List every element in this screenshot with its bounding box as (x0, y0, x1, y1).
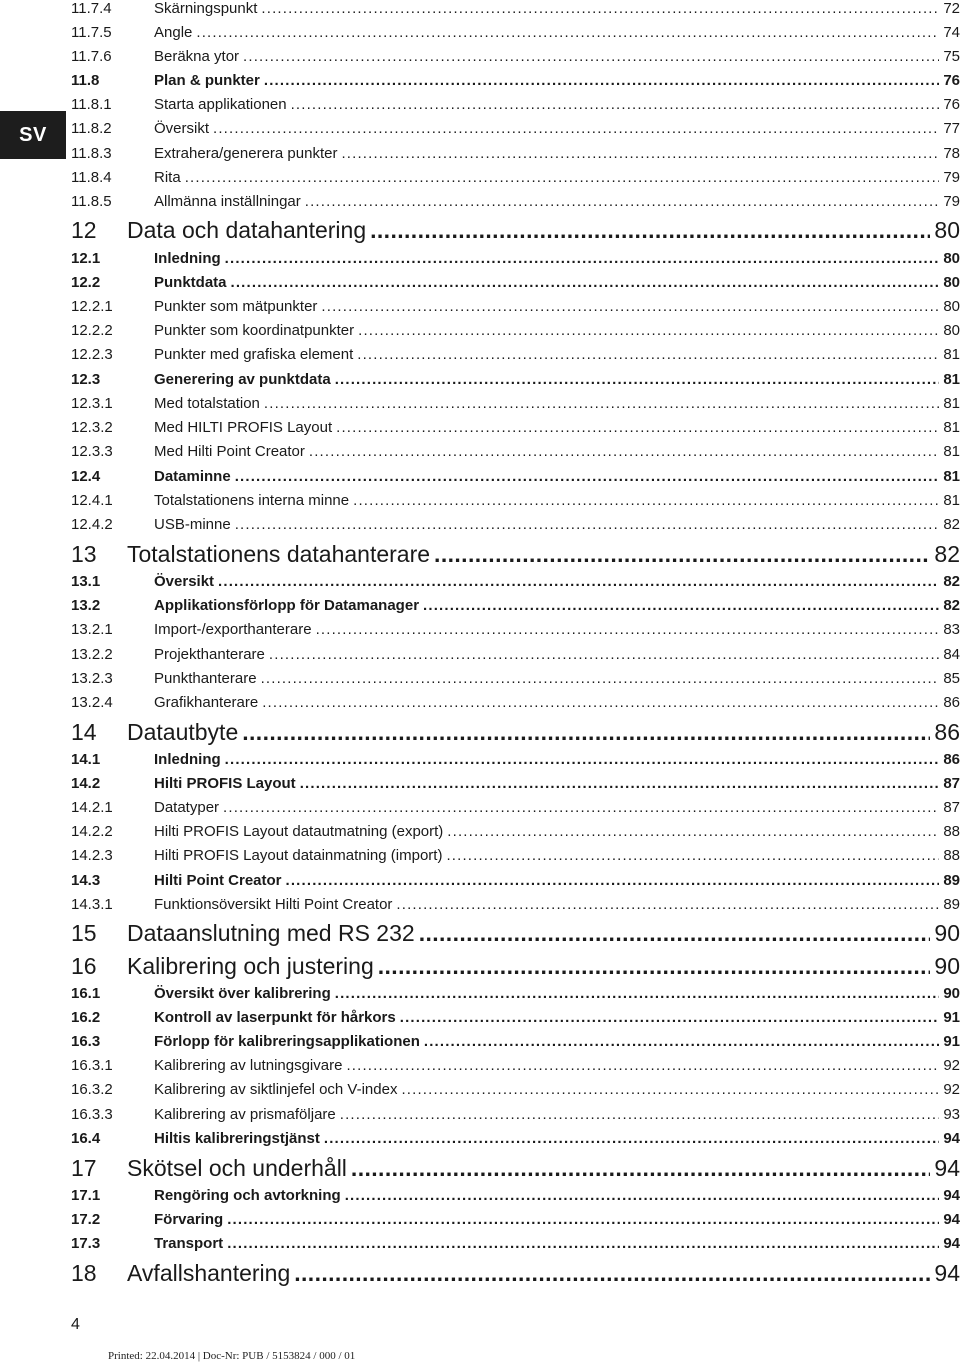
toc-entry-number: 17.3 (71, 1235, 101, 1252)
toc-entry-page: 94 (943, 1211, 960, 1228)
toc-entry-page: 80 (943, 274, 960, 291)
toc-entry-number: 12.2.3 (71, 346, 113, 363)
toc-entry-title: Projekthanterare (154, 646, 265, 663)
dot-leader (309, 443, 939, 460)
toc-entry-title: Totalstationens datahanterare (127, 541, 431, 567)
dot-leader (185, 169, 940, 186)
toc-entry-page: 81 (943, 419, 960, 436)
dot-leader (225, 751, 940, 768)
toc-entry[interactable] (71, 322, 960, 344)
dot-leader (401, 1081, 939, 1098)
toc-entry[interactable] (71, 1155, 960, 1185)
dot-leader (396, 896, 939, 913)
toc-entry-page: 87 (943, 799, 960, 816)
toc-entry[interactable] (71, 96, 960, 118)
dot-leader (196, 24, 939, 41)
toc-entry-title: Punkter som koordinatpunkter (154, 322, 355, 339)
dot-leader (269, 646, 939, 663)
toc-entry-title: Kalibrering av prismaföljare (154, 1106, 336, 1123)
toc-entry-title: Allmänna inställningar (154, 193, 301, 210)
toc-entry[interactable] (71, 371, 960, 393)
dot-leader (218, 573, 939, 590)
toc-entry-page: 81 (943, 346, 960, 363)
toc-entry[interactable] (71, 847, 960, 869)
toc-entry-number: 14 (71, 719, 97, 745)
dot-leader (227, 1235, 939, 1252)
dot-leader (335, 985, 940, 1002)
toc-entry-number: 13.2.2 (71, 646, 113, 663)
toc-entry-title: Kalibrering och justering (127, 953, 374, 979)
toc-entry[interactable] (71, 274, 960, 296)
toc-entry-title: Rita (154, 169, 181, 186)
toc-entry[interactable] (71, 1106, 960, 1128)
toc-entry-number: 12.3.3 (71, 443, 113, 460)
toc-entry[interactable] (71, 872, 960, 894)
toc-entry[interactable] (71, 72, 960, 94)
toc-entry-page: 90 (943, 985, 960, 1002)
toc-entry-page: 88 (943, 847, 960, 864)
toc-entry-title: Kontroll av laserpunkt för hårkors (154, 1009, 396, 1026)
toc-entry-title: Beräkna ytor (154, 48, 240, 65)
toc-entry-number: 13 (71, 541, 97, 567)
toc-entry[interactable] (71, 1081, 960, 1103)
dot-leader (305, 193, 940, 210)
toc-entry-page: 80 (943, 250, 960, 267)
toc-entry[interactable] (71, 419, 960, 441)
toc-entry-number: 16.3.3 (71, 1106, 113, 1123)
toc-entry-page: 92 (943, 1057, 960, 1074)
toc-entry-title: Inledning (154, 250, 221, 267)
toc-entry-page: 80 (943, 322, 960, 339)
toc-entry-page: 94 (934, 1155, 960, 1181)
dot-leader (316, 621, 940, 638)
toc-entry[interactable] (71, 823, 960, 845)
toc-entry[interactable] (71, 120, 960, 142)
toc-entry-page: 76 (943, 96, 960, 113)
toc-entry-title: Hilti PROFIS Layout (154, 775, 296, 792)
toc-entry-page: 81 (943, 395, 960, 412)
dot-leader (321, 298, 939, 315)
toc-entry-title: Skärningspunkt (154, 0, 258, 17)
toc-entry-number: 12.2.1 (71, 298, 113, 315)
dot-leader (447, 823, 939, 840)
toc-entry[interactable] (71, 1130, 960, 1152)
language-tab: SV (0, 111, 66, 159)
dot-leader (243, 48, 939, 65)
toc-entry-title: Avfallshantering (127, 1260, 291, 1286)
dot-leader (336, 419, 939, 436)
toc-entry-number: 17 (71, 1155, 97, 1181)
toc-entry[interactable] (71, 799, 960, 821)
toc-entry-title: Punkter som mätpunkter (154, 298, 318, 315)
dot-leader (424, 1033, 939, 1050)
toc-entry-number: 13.1 (71, 573, 101, 590)
dot-leader (357, 346, 939, 363)
toc-entry-number: 16.2 (71, 1009, 101, 1026)
toc-entry-page: 81 (943, 443, 960, 460)
toc-entry-title: Extrahera/generera punkter (154, 145, 338, 162)
toc-entry[interactable] (71, 492, 960, 514)
toc-entry-title: Rengöring och avtorkning (154, 1187, 341, 1204)
toc-entry-number: 12.3 (71, 371, 101, 388)
dot-leader (264, 72, 939, 89)
toc-entry[interactable] (71, 48, 960, 70)
toc-entry-number: 12.4.1 (71, 492, 113, 509)
page-number: 4 (71, 1316, 80, 1333)
toc-entry[interactable] (71, 24, 960, 46)
toc-entry-page: 81 (943, 468, 960, 485)
toc-entry-page: 94 (934, 1260, 960, 1286)
toc-entry-number: 16 (71, 953, 97, 979)
toc-entry-title: Datatyper (154, 799, 220, 816)
toc-entry[interactable] (71, 217, 960, 247)
toc-entry-number: 14.2 (71, 775, 101, 792)
dot-leader (419, 920, 931, 947)
toc-entry-title: Med totalstation (154, 395, 260, 412)
toc-entry[interactable] (71, 0, 960, 22)
toc-entry[interactable] (71, 985, 960, 1007)
toc-entry-title: Förvaring (154, 1211, 224, 1228)
dot-leader (286, 872, 940, 889)
dot-leader (358, 322, 939, 339)
dot-leader (335, 371, 940, 388)
toc-entry-page: 89 (943, 872, 960, 889)
toc-entry-page: 74 (943, 24, 960, 41)
dot-leader (434, 541, 930, 568)
dot-leader (300, 775, 940, 792)
dot-leader (324, 1130, 939, 1147)
toc-entry-title: Förlopp för kalibreringsapplikationen (154, 1033, 420, 1050)
dot-leader (446, 847, 939, 864)
toc-entry-page: 88 (943, 823, 960, 840)
toc-entry-title: Hilti PROFIS Layout datautmatning (export) (154, 823, 444, 840)
dot-leader (370, 217, 930, 244)
toc-entry[interactable] (71, 1187, 960, 1209)
dot-leader (261, 0, 939, 17)
toc-entry-number: 11.8.2 (71, 120, 112, 137)
toc-entry-page: 87 (943, 775, 960, 792)
toc-entry[interactable] (71, 719, 960, 749)
toc-entry-page: 85 (943, 670, 960, 687)
toc-entry[interactable] (71, 670, 960, 692)
dot-leader (264, 395, 939, 412)
toc-entry-number: 11.8.4 (71, 169, 112, 186)
toc-entry-page: 77 (943, 120, 960, 137)
toc-entry-page: 82 (934, 541, 960, 567)
toc-entry[interactable] (71, 1009, 960, 1031)
toc-entry-page: 76 (943, 72, 960, 89)
toc-entry-page: 84 (943, 646, 960, 663)
dot-leader (235, 516, 940, 533)
toc-entry-title: Angle (154, 24, 193, 41)
toc-entry-number: 11.8.5 (71, 193, 112, 210)
dot-leader (423, 597, 939, 614)
toc-entry-page: 72 (943, 0, 960, 17)
toc-entry-title: USB-minne (154, 516, 231, 533)
toc-entry-page: 82 (943, 597, 960, 614)
dot-leader (351, 1155, 930, 1182)
toc-entry-page: 82 (943, 516, 960, 533)
toc-entry-title: Inledning (154, 751, 221, 768)
dot-leader (225, 250, 940, 267)
toc-entry-number: 11.7.6 (71, 48, 112, 65)
dot-leader (400, 1009, 940, 1026)
toc-entry[interactable] (71, 145, 960, 167)
toc-entry-page: 81 (943, 492, 960, 509)
dot-leader (242, 719, 930, 746)
toc-entry-page: 89 (943, 896, 960, 913)
toc-entry-title: Dataanslutning med RS 232 (127, 920, 415, 946)
toc-entry-title: Hiltis kalibreringstjänst (154, 1130, 320, 1147)
toc-entry[interactable] (71, 395, 960, 417)
toc-entry-number: 18 (71, 1260, 97, 1286)
toc-entry-title: Totalstationens interna minne (154, 492, 350, 509)
toc-entry[interactable] (71, 1235, 960, 1257)
toc-entry[interactable] (71, 896, 960, 918)
toc-entry-number: 11.7.5 (71, 24, 112, 41)
toc-entry-number: 11.8.3 (71, 145, 112, 162)
toc-entry[interactable] (71, 920, 960, 950)
toc-entry-page: 92 (943, 1081, 960, 1098)
dot-leader (291, 96, 940, 113)
dot-leader (345, 1187, 940, 1204)
toc-entry-number: 17.1 (71, 1187, 101, 1204)
toc-entry-page: 79 (943, 193, 960, 210)
toc-entry-page: 94 (943, 1130, 960, 1147)
toc-entry-title: Applikationsförlopp för Datamanager (154, 597, 420, 614)
toc-entry[interactable] (71, 953, 960, 983)
toc-entry-number: 11.8 (71, 72, 100, 89)
dot-leader (231, 274, 940, 291)
toc-entry[interactable] (71, 346, 960, 368)
toc-entry-number: 15 (71, 920, 97, 946)
toc-entry-title: Data och datahantering (127, 217, 367, 243)
toc-entry-page: 90 (934, 920, 960, 946)
toc-entry-page: 86 (943, 694, 960, 711)
toc-entry-title: Med HILTI PROFIS Layout (154, 419, 333, 436)
print-footer: Printed: 22.04.2014 | Doc-Nr: PUB / 5153824 / 000 / 01 (108, 1350, 356, 1362)
dot-leader (227, 1211, 939, 1228)
toc-entry-number: 16.1 (71, 985, 101, 1002)
dot-leader (378, 953, 931, 980)
toc-entry-number: 14.3 (71, 872, 101, 889)
toc-entry-page: 86 (943, 751, 960, 768)
toc-entry-title: Grafikhanterare (154, 694, 259, 711)
dot-leader (261, 670, 940, 687)
toc-entry[interactable] (71, 443, 960, 465)
toc-entry-title: Hilti Point Creator (154, 872, 282, 889)
toc-entry-title: Skötsel och underhåll (127, 1155, 347, 1181)
toc-entry-number: 12.4.2 (71, 516, 113, 533)
toc-entry-title: Hilti PROFIS Layout datainmatning (import) (154, 847, 443, 864)
toc-entry-page: 79 (943, 169, 960, 186)
toc-entry-page: 80 (934, 217, 960, 243)
dot-leader (340, 1106, 940, 1123)
toc-entry-page: 83 (943, 621, 960, 638)
toc-entry-title: Punkthanterare (154, 670, 257, 687)
toc-entry-title: Kalibrering av siktlinjefel och V-index (154, 1081, 398, 1098)
toc-entry-title: Generering av punktdata (154, 371, 331, 388)
toc-entry[interactable] (71, 193, 960, 215)
toc-entry-number: 12.4 (71, 468, 101, 485)
toc-entry-number: 13.2.1 (71, 621, 113, 638)
toc-entry-number: 16.3.2 (71, 1081, 113, 1098)
dot-leader (353, 492, 939, 509)
toc-entry-number: 12.2 (71, 274, 101, 291)
toc-entry-page: 91 (943, 1033, 960, 1050)
toc-entry-number: 14.2.2 (71, 823, 113, 840)
toc-entry-number: 12.2.2 (71, 322, 113, 339)
toc-entry-title: Transport (154, 1235, 224, 1252)
toc-entry-title: Punktdata (154, 274, 227, 291)
toc-entry-title: Funktionsöversikt Hilti Point Creator (154, 896, 393, 913)
toc-entry[interactable] (71, 1260, 960, 1290)
toc-entry-page: 90 (934, 953, 960, 979)
toc-entry-number: 11.7.4 (71, 0, 112, 17)
toc-entry-page: 81 (943, 371, 960, 388)
toc-entry-page: 94 (943, 1187, 960, 1204)
toc-entry-number: 13.2.3 (71, 670, 113, 687)
toc-entry[interactable] (71, 1033, 960, 1055)
toc-entry-title: Översikt (154, 120, 210, 137)
toc-entry-number: 13.2 (71, 597, 101, 614)
toc-entry[interactable] (71, 516, 960, 538)
toc-entry[interactable] (71, 298, 960, 320)
toc-entry-page: 91 (943, 1009, 960, 1026)
toc-entry-number: 12.1 (71, 250, 101, 267)
toc-entry[interactable] (71, 468, 960, 490)
toc-entry[interactable] (71, 751, 960, 773)
dot-leader (341, 145, 939, 162)
toc-entry-number: 14.2.1 (71, 799, 113, 816)
toc-entry-number: 13.2.4 (71, 694, 113, 711)
toc-entry-number: 14.2.3 (71, 847, 113, 864)
toc-entry-page: 80 (943, 298, 960, 315)
toc-entry-title: Med Hilti Point Creator (154, 443, 305, 460)
dot-leader (223, 799, 939, 816)
toc-entry-number: 11.8.1 (71, 96, 112, 113)
toc-entry-number: 14.3.1 (71, 896, 113, 913)
toc-entry-title: Kalibrering av lutningsgivare (154, 1057, 343, 1074)
toc-entry-title: Översikt över kalibrering (154, 985, 331, 1002)
toc-entry-number: 17.2 (71, 1211, 101, 1228)
toc-entry-number: 16.3.1 (71, 1057, 113, 1074)
toc-entry-number: 16.3 (71, 1033, 101, 1050)
toc-entry[interactable] (71, 573, 960, 595)
toc-entry[interactable] (71, 597, 960, 619)
toc-entry-page: 93 (943, 1106, 960, 1123)
toc-entry-title: Översikt (154, 573, 215, 590)
toc-entry-page: 75 (943, 48, 960, 65)
dot-leader (294, 1260, 930, 1287)
toc-entry-page: 86 (934, 719, 960, 745)
toc-entry-title: Import-/exporthanterare (154, 621, 312, 638)
dot-leader (213, 120, 939, 137)
toc-entry[interactable] (71, 694, 960, 716)
dot-leader (346, 1057, 939, 1074)
toc-entry[interactable] (71, 541, 960, 571)
toc-entry-title: Dataminne (154, 468, 231, 485)
toc-entry[interactable] (71, 775, 960, 797)
toc-entry-number: 12.3.2 (71, 419, 113, 436)
toc-entry-title: Starta applikationen (154, 96, 287, 113)
toc-entry[interactable] (71, 169, 960, 191)
toc-entry[interactable] (71, 621, 960, 643)
toc-entry-number: 12.3.1 (71, 395, 113, 412)
toc-entry-number: 12 (71, 217, 97, 243)
toc-entry-number: 16.4 (71, 1130, 101, 1147)
toc-entry-number: 14.1 (71, 751, 101, 768)
toc-entry-page: 82 (943, 573, 960, 590)
dot-leader (235, 468, 940, 485)
toc-entry-page: 94 (943, 1235, 960, 1252)
toc-entry[interactable] (71, 646, 960, 668)
dot-leader (262, 694, 939, 711)
toc-entry-title: Punkter med grafiska element (154, 346, 354, 363)
toc-entry-title: Datautbyte (127, 719, 239, 745)
toc-entry[interactable] (71, 1211, 960, 1233)
toc-entry[interactable] (71, 1057, 960, 1079)
toc-entry-title: Plan & punkter (154, 72, 260, 89)
toc-entry[interactable] (71, 250, 960, 272)
toc-entry-page: 78 (943, 145, 960, 162)
